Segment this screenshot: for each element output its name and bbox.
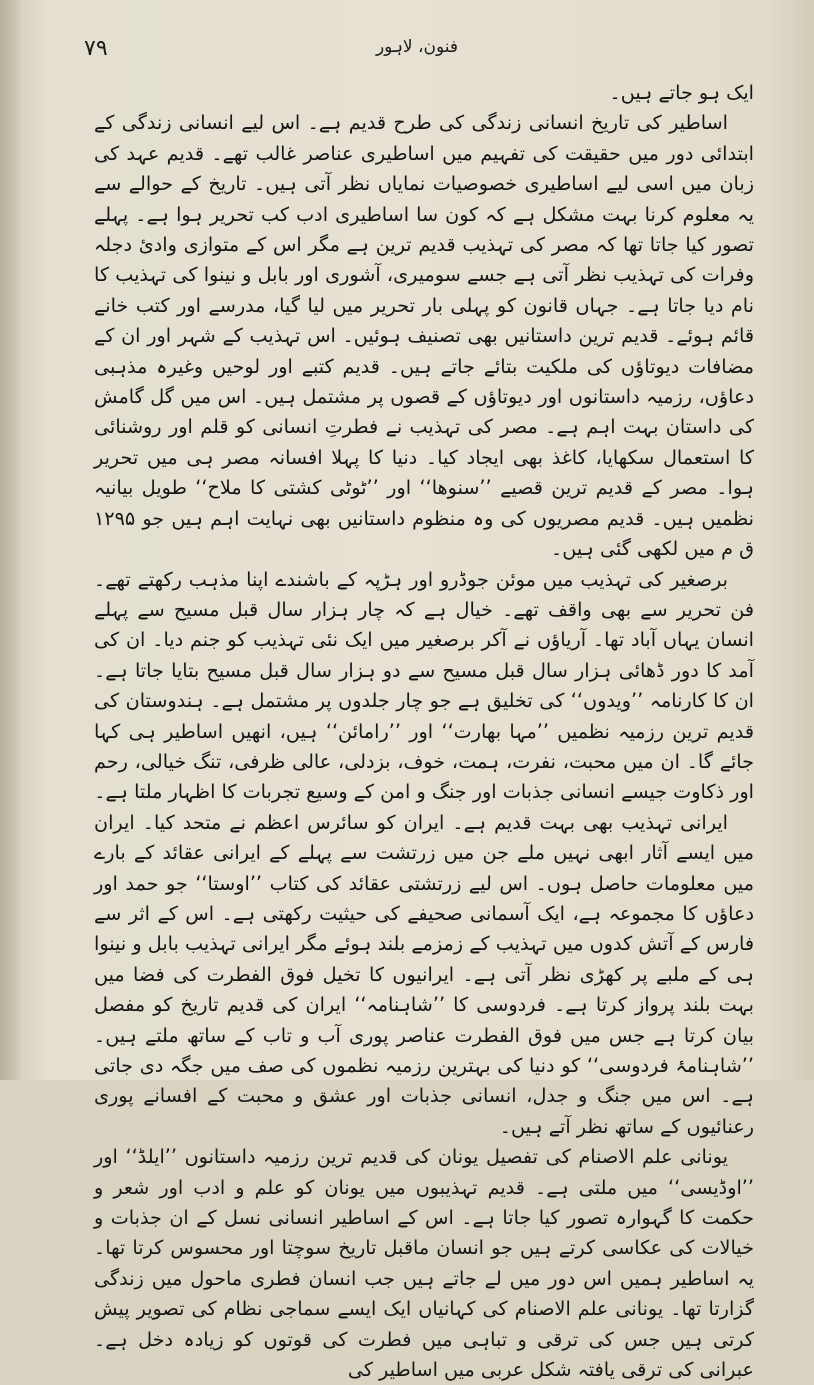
running-head: فنون، لاہور: [375, 37, 459, 57]
page-header: [80, 36, 754, 66]
paragraph: یونانی علم الاصنام کی تفصیل یونان کی قدیم ترین رزمیہ داستانوں ’’ایلڈ‘‘ اور ’’اوڈیسی‘‘ میں ملتی ہے۔ قدیم تہذیبوں میں یونان کو علم و ادب اور شعر و حکمت کا گہوارہ تصور کیا جاتا ہے۔ اس کے اساطیر انسانی نسل کے ان جذبات و خیالات کی عکاسی کرتے ہیں جو انسان ماقبل تاریخ سوچتا اور محسوس کرتا تھا۔ یہ اساطیر ہمیں اس دور میں لے جاتے ہیں جب انسان فطری ماحول میں زندگی گزارتا تھا۔ یونانی علم الاصنام کی کہانیاں ایک ایسے سماجی نظام کی تصویر پیش کرتی ہیں جس کی ترقی و تباہی میں فطرت کی قوتوں کو زیادہ دخل ہے۔ عبرانی کی ترقی یافتہ شکل عربی میں اساطیر کی: [94, 1145, 754, 1382]
page-number: ۷۹: [84, 36, 108, 61]
binding-shadow: [0, 0, 22, 1080]
paragraph: برصغیر کی تہذیب میں موئن جوڈرو اور ہڑپہ کے باشندے اپنا مذہب رکھتے تھے۔ فن تحریر سے بھی واقف تھے۔ خیال ہے کہ چار ہزار سال قبل مسیح سے پہلے انسان یہاں آباد تھا۔ آریاؤں نے آکر برصغیر میں ایک نئی تہذیب کو جنم دیا۔ ان کی آمد کا دور ڈھائی ہزار سال قبل مسیح سے دو ہزار سال قبل مسیح بتایا جاتا ہے۔ ان کا کارنامہ ’’ویدوں‘‘ کی تخلیق ہے جو چار جلدوں پر مشتمل ہے۔ ہندوستان کی قدیم ترین رزمیہ نظمیں ’’مہا بھارت‘‘ اور ’’رامائن‘‘ ہیں، انھیں اساطیر ہی کہا جائے گا۔ ان میں محبت، نفرت، ہمت، خوف، بزدلی، عالی ظرفی، تنگ خیالی، رحم اور ذکاوت جیسے انسانی جذبات اور جنگ و امن کے وسیع تجربات کا اظہار ملتا ہے۔: [94, 567, 754, 804]
paragraph: ایک ہو جاتے ہیں۔: [609, 81, 754, 104]
paragraph: ایرانی تہذیب بھی بہت قدیم ہے۔ ایران کو سائرس اعظم نے متحد کیا۔ ایران میں ایسے آثار ابھی نہیں ملے جن میں زرتشت سے پہلے کے ایرانی عقائد کے بارے میں معلومات حاصل ہوں۔ اس لیے زرتشتی عقائد کی کتاب ’’اوستا‘‘ جو حمد اور دعاؤں کا مجموعہ ہے، ایک آسمانی صحیفے کی حیثیت رکھتی ہے۔ اس کے اثر سے فارس کے آتش کدوں میں تہذیب کے زمزمے بلند ہوئے مگر ایرانی تہذیب بابل و نینوا ہی کے ملبے پر کھڑی نظر آتی ہے۔ ایرانیوں کا تخیل فوق الفطرت کی فضا میں بہت بلند پرواز کرتا ہے۔ فردوسی کا ’’شاہنامہ‘‘ ایران کی قدیم تاریخ کو مفصل بیان کرتا ہے جس میں فوق الفطرت عناصر پوری آب و تاب کے ساتھ ملتے ہیں۔ ’’شاہنامۂ فردوسی‘‘ کو دنیا کی بہترین رزمیہ نظموں کی صف میں جگہ دی جاتی ہے۔ اس میں جنگ و جدل، انسانی جذبات اور عشق و محبت کے افسانے پوری رعنائیوں کے ساتھ نظر آتے ہیں۔: [94, 810, 754, 1138]
body-text: [94, 78, 754, 1385]
paragraph: اساطیر کی تاریخ انسانی زندگی کی طرح قدیم ہے۔ اس لیے انسانی زندگی کے ابتدائی دور میں حقیقت کی تفہیم میں اساطیری عناصر غالب تھے۔ قدیم عہد کی زبان میں اسی لیے اساطیری خصوصیات نمایاں نظر آتی ہیں۔ تاریخ کے حوالے سے یہ معلوم کرنا بہت مشکل ہے کہ کون سا اساطیری ادب کب تحریر ہوا ہے۔ پہلے تصور کیا جاتا تھا کہ مصر کی تہذیب قدیم ترین ہے مگر اس کے متوازی وادیٔ دجلہ وفرات کی تہذیب نظر آتی ہے جسے سومیری، آشوری اور بابل و نینوا کی تہذیب کا نام دیا جاتا ہے۔ جہاں قانون کو پہلی بار تحریر میں لیا گیا، مدرسے اور کتب خانے قائم ہوئے۔ قدیم ترین داستانیں بھی تصنیف ہوئیں۔ اس تہذیب کے شہر اور ان کے مضافات دیوتاؤں کی ملکیت بتائے جاتے ہیں۔ قدیم کتبے اور لوحیں وغیرہ مذہبی دعاؤں، رزمیہ داستانوں اور دیوتاؤں کے قصوں پر مشتمل ہیں۔ اس میں گل گامش کی داستان بہت اہم ہے۔ مصر کی تہذیب نے فطرتِ انسانی کو قلم اور روشنائی کا استعمال سکھایا، کاغذ بھی ایجاد کیا۔ دنیا کا پہلا افسانہ مصر ہی میں تحریر ہوا۔ مصر کے قدیم ترین قصیے ’’سنوھا‘‘ اور ’’ٹوٹی کشتی کا ملاح‘‘ طویل بیانیہ نظمیں ہیں۔ قدیم مصریوں کی وہ منظوم داستانیں بھی نہایت اہم ہیں جو ۱۲۹۵ ق م میں لکھی گئی ہیں۔: [94, 111, 754, 561]
